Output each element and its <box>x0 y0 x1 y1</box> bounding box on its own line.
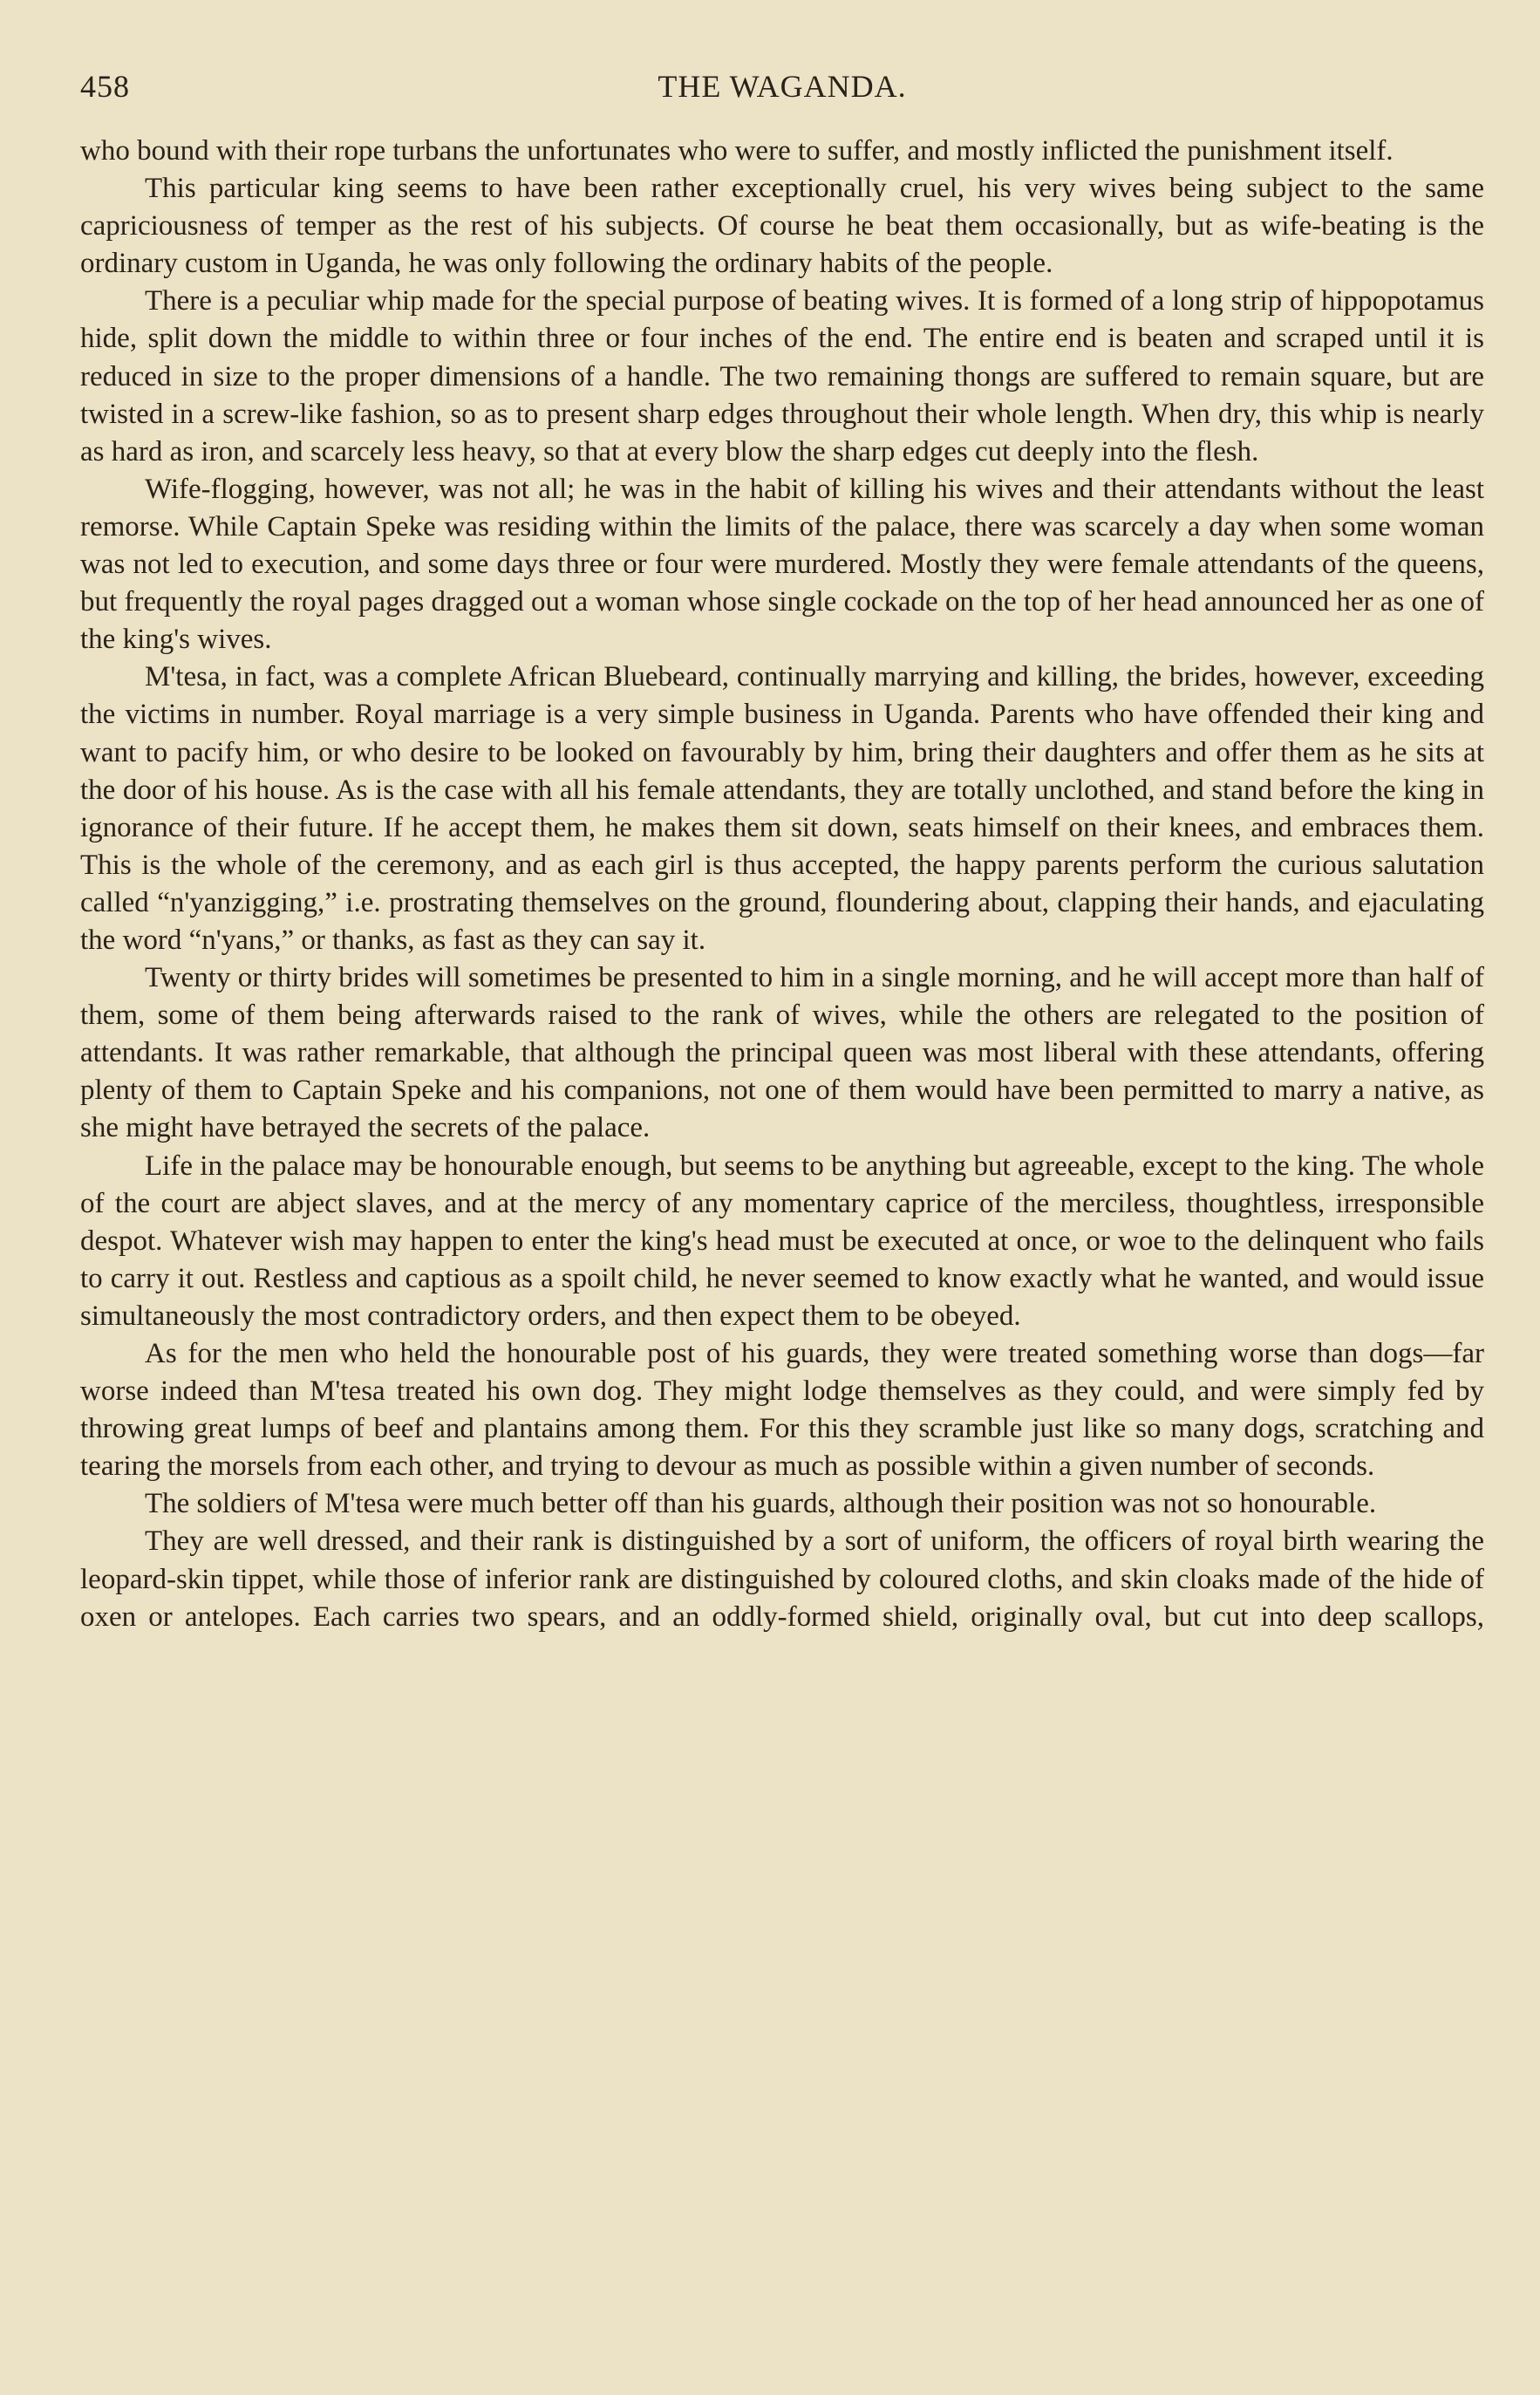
paragraph-8: As for the men who held the honourable post of his guards, they were treated something worse than dogs—far worse indeed than M'tesa treated his own dog. They might lodge themselves as they could, and were simply fed by throwing great lumps of beef and plantains among them. For this they scramble just like so many dogs, scratching and tearing the morsels from each other, and trying to devour as much as possible within a given number of seconds. <box>80 1338 1484 1483</box>
paragraph-5: M'tesa, in fact, was a complete African Bluebeard, continually marrying and killing, the brides, however, exceeding the victims in number. Royal marriage is a very simple business in Uganda. Parents who have offended their king and want to pacify him, or who desire to be looked on favourably by him, bring their daughters and offer them as he sits at the door of his house. As is the case with all his female attendants, they are totally unclothed, and stand before the king in ignorance of their future. If he accept them, he makes them sit down, seats himself on their knees, and embraces them. This is the whole of the ceremony, and as each girl is thus accepted, the happy parents perform the curious salutation called “n'yanzigging,” i.e. prostrating themselves on the ground, floundering about, clapping their hands, and ejaculating the word “n'yans,” or thanks, as fast as they can say it. <box>80 661 1484 956</box>
paragraph-9: The soldiers of M'tesa were much better off than his guards, although their position was not so honourable. <box>145 1488 1377 1520</box>
running-head <box>80 68 1484 113</box>
page-number: 458 <box>80 69 130 104</box>
paragraph-10: They are well dressed, and their rank is distinguished by a sort of uniform, the officers of royal birth wearing the leopard-skin tippet, while those of inferior rank are distinguished by coloured cloths, and skin cloaks made of the hide of oxen or antelopes. Each carries two spears, and an oddly-formed shield, originally oval, but cut into deep scallops, <box>80 1525 1484 1633</box>
paragraph-1: who bound with their rope turbans the unfortunates who were to suffer, and mostly inflicted the punishment itself. <box>80 135 1393 167</box>
body-text <box>80 133 1484 1636</box>
paragraph-4: Wife-flogging, however, was not all; he was in the habit of killing his wives and their attendants without the least remorse. While Captain Speke was residing within the limits of the palace, there was scarcely a day when some woman was not led to execution, and some days three or four were murdered. Mostly they were female attendants of the queens, but frequently the royal pages dragged out a woman whose single cockade on the top of her head announced her as one of the king's wives. <box>80 473 1484 656</box>
paragraph-2: This particular king seems to have been rather exceptionally cruel, his very wives being subject to the same capriciousness of temper as the rest of his subjects. Of course he beat them occasionally, but as wife-beating is the ordinary custom in Uganda, he was only following the ordinary habits of the people. <box>80 173 1484 280</box>
running-title: THE WAGANDA. <box>658 69 907 104</box>
paragraph-6: Twenty or thirty brides will sometimes be presented to him in a single morning, and he will accept more than half of them, some of them being afterwards raised to the rank of wives, while the others are relegated to the position of attendants. It was rather remarkable, that although the principal queen was most liberal with these attendants, offering plenty of them to Captain Speke and his companions, not one of them would have been permitted to marry a native, as she might have betrayed the secrets of the palace. <box>80 962 1484 1144</box>
paragraph-7: Life in the palace may be honourable enough, but seems to be anything but agreeable, except to the king. The whole of the court are abject slaves, and at the mercy of any momentary caprice of the merciless, thoughtless, irresponsible despot. Whatever wish may happen to enter the king's head must be executed at once, or woe to the delinquent who fails to carry it out. Restless and captious as a spoilt child, he never seemed to know exactly what he wanted, and would issue simultaneously the most contradictory orders, and then expect them to be obeyed. <box>80 1150 1484 1332</box>
paragraph-3: There is a peculiar whip made for the special purpose of beating wives. It is formed of a long strip of hippopotamus hide, split down the middle to within three or four inches of the end. The entire end is beaten and scraped until it is reduced in size to the proper dimensions of a handle. The two remaining thongs are suffered to remain square, but are twisted in a screw-like fashion, so as to present sharp edges throughout their whole length. When dry, this whip is nearly as hard as iron, and scarcely less heavy, so that at every blow the sharp edges cut deeply into the flesh. <box>80 285 1484 467</box>
book-page <box>80 68 1484 1636</box>
